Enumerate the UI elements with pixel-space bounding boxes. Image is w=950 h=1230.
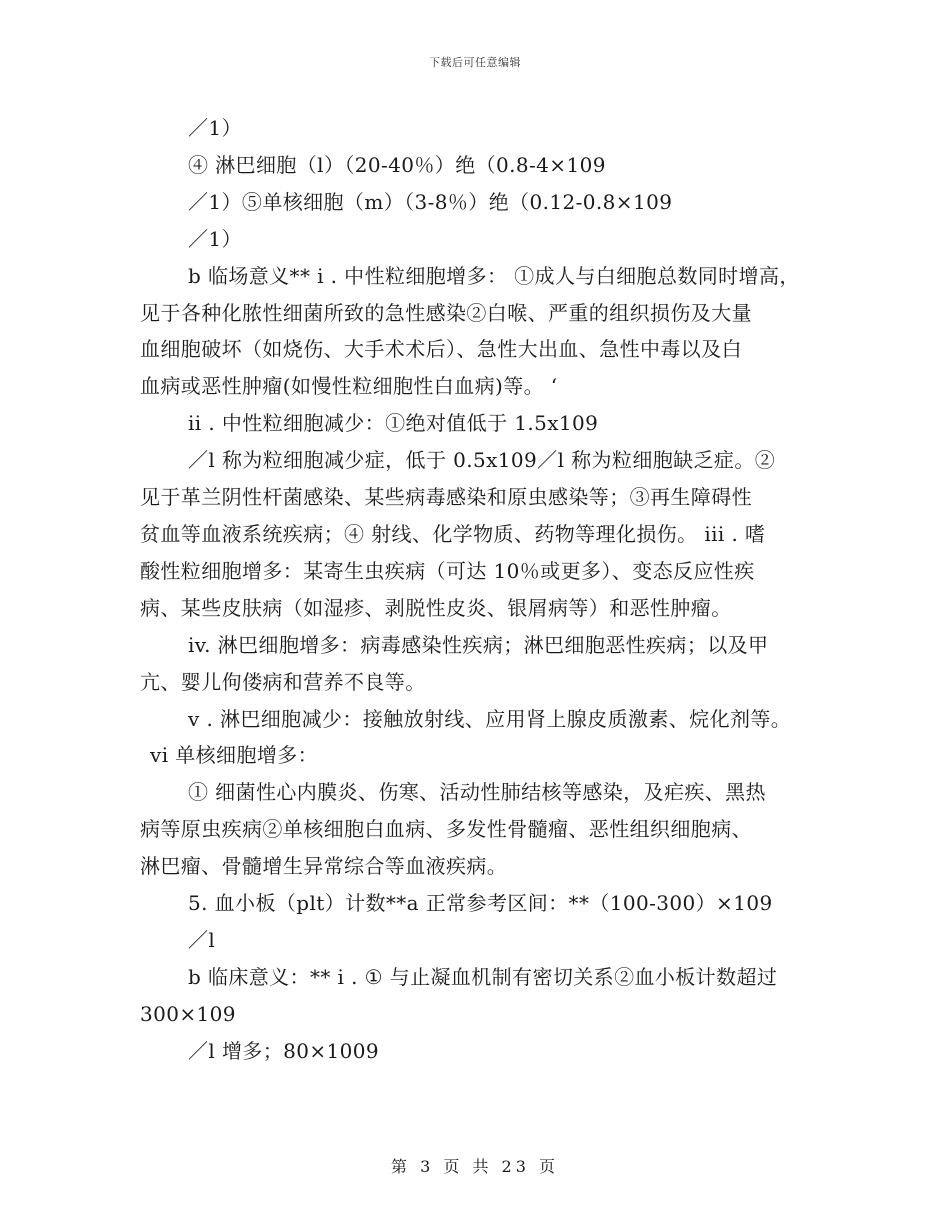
text-line: b 临场意义** i . 中性粒细胞增多： ①成人与白细胞总数同时增高， xyxy=(188,263,800,288)
text-line: vi 单核细胞增多： xyxy=(150,743,319,768)
page-footer: 第 3 页 共 23 页 xyxy=(391,1157,559,1176)
text-line: ④ 淋巴细胞（l）（20-40％）绝（0.8-4×109 xyxy=(188,152,606,177)
text-line: ／l xyxy=(188,927,216,952)
text-line: ／1）⑤单核细胞（m）（3-8％）绝（0.12-0.8×109 xyxy=(188,189,673,214)
text-line: 5. 血小板（plt）计数**a 正常参考区间：**（100-300）×109 xyxy=(188,891,773,916)
text-line: 病等原虫疾病②单核细胞白血病、多发性骨髓瘤、恶性组织细胞病、 xyxy=(140,817,752,842)
text-line: v . 淋巴细胞减少：接触放射线、应用肾上腺皮质激素、烷化剂等。 xyxy=(188,706,792,731)
text-line: b 临床意义：** i . ① 与止凝血机制有密切关系②血小板计数超过 xyxy=(188,964,778,989)
text-line: 血细胞破坏（如烧伤、大手术术后）、急性大出血、急性中毒以及白 xyxy=(140,337,742,362)
text-line: 亢、婴儿佝偻病和营养不良等。 xyxy=(140,669,426,694)
text-line: 血病或恶性肿瘤(如慢性粒细胞性白血病)等。 ‘ xyxy=(140,374,558,399)
text-line: ／l 称为粒细胞减少症，低于 0.5x109／l 称为粒细胞缺乏症。② xyxy=(188,448,776,473)
page-header: 下载后可任意编辑 xyxy=(429,56,521,69)
text-line: ／l 增多；80×1009 xyxy=(188,1038,380,1063)
document-body xyxy=(140,110,840,1070)
text-line: 300×109 xyxy=(140,1001,236,1026)
text-line: 见于革兰阴性杆菌感染、某些病毒感染和原虫感染等；③再生障碍性 xyxy=(140,485,752,510)
text-line: 酸性粒细胞增多：某寄生虫疾病（可达 10％或更多）、变态反应性疾 xyxy=(140,558,755,583)
text-line: 淋巴瘤、骨髓增生异常综合等血液疾病。 xyxy=(140,854,508,879)
text-line: iv. 淋巴细胞增多：病毒感染性疾病；淋巴细胞恶性疾病；以及甲 xyxy=(188,632,769,657)
text-line: ii . 中性粒细胞减少：①绝对值低于 1.5x109 xyxy=(188,411,599,436)
text-line: 病、某些皮肤病（如湿疹、剥脱性皮炎、银屑病等）和恶性肿瘤。 xyxy=(140,595,732,620)
text-line: ／1） xyxy=(188,226,242,251)
text-line: ／1） xyxy=(188,116,242,140)
text-line: 见于各种化脓性细菌所致的急性感染②白喉、严重的组织损伤及大量 xyxy=(140,300,752,325)
text-line: ① 细菌性心内膜炎、伤寒、活动性肺结核等感染，及疟疾、黑热 xyxy=(188,780,766,805)
text-line: 贫血等血液系统疾病；④ 射线、化学物质、药物等理化损伤。 iii . 嗜 xyxy=(140,521,766,546)
